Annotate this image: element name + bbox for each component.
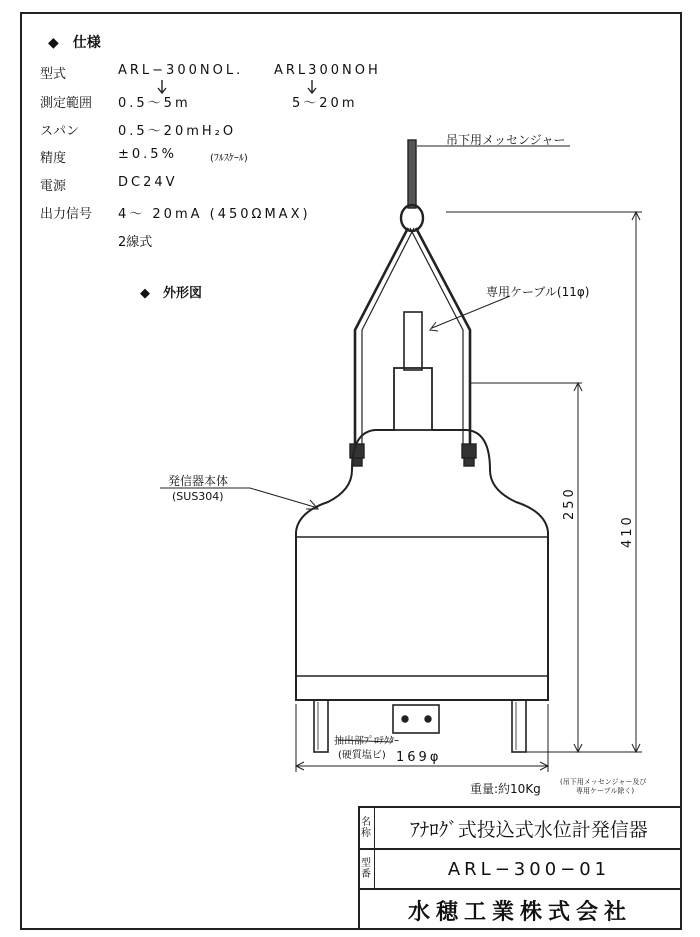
dim-height-body: 250 (562, 486, 577, 520)
title-row-company (358, 888, 682, 930)
cable-leader (432, 296, 510, 328)
messenger-wire (408, 140, 416, 208)
messenger-label: 吊下用メッセンジャー (446, 133, 566, 147)
name-label-2: 称 (361, 828, 371, 839)
spec-value-power: DC24V (118, 175, 178, 190)
spec-label-output: 出力信号 (40, 207, 93, 222)
name-label-1: 名 (361, 817, 371, 828)
outline-heading: ◆ 外形図 (140, 286, 202, 301)
spec-value-span: 0.5〜20mH₂O (118, 124, 237, 139)
title-block (358, 806, 682, 930)
hanger-left-outer (355, 228, 408, 445)
protector (393, 705, 439, 733)
clip-right-top (462, 444, 476, 458)
title-row-name (358, 806, 682, 848)
body-label: 発信器本体 (168, 474, 229, 488)
transmitter-body (296, 430, 548, 700)
model-label-1: 型 (361, 858, 371, 869)
weight-label: 重量:約10Kg (470, 782, 541, 796)
spec-label-power: 電源 (40, 179, 67, 194)
title-row-model (358, 848, 682, 888)
spec-value-wiring: 2線式 (118, 235, 153, 250)
spec-value-accuracy-note: (ﾌﾙｽｹｰﾙ) (210, 153, 248, 164)
body-material: (SUS304) (172, 490, 224, 503)
spec-heading: ◆ 仕様 (48, 35, 101, 51)
weight-note-2: 専用ケーブル除く) (576, 787, 635, 795)
leg-left (314, 700, 328, 752)
spec-value-accuracy: ±0.5% (118, 147, 177, 162)
weight-note-1: (吊下用メッセンジャー及び (560, 778, 647, 786)
spec-value-output: 4〜 20mA (450ΩMAX) (118, 207, 311, 222)
spec-label-accuracy: 精度 (40, 151, 67, 166)
spec-label-range: 測定範囲 (40, 96, 93, 111)
hanger-right-inner (410, 228, 463, 445)
spec-value-range-high: 5〜20m (292, 96, 358, 111)
dim-diameter: 169φ (396, 750, 442, 765)
cable-gland (394, 368, 432, 430)
protector-label: 抽出部ﾌﾟﾛﾃｸﾀｰ (334, 736, 399, 747)
model-label-2: 番 (361, 869, 371, 880)
company-name: 水穂工業株式会社 (407, 899, 632, 925)
leg-right (512, 700, 526, 752)
model-number: ARL−300−01 (447, 858, 611, 880)
product-name: ｱﾅﾛｸﾞ式投込式水位計発信器 (410, 818, 648, 841)
hanger-left-inner (362, 228, 414, 445)
messenger-loop (401, 205, 423, 231)
cable-label: 専用ケーブル(11φ) (486, 285, 590, 299)
clip-right-bottom (464, 458, 474, 466)
spec-label-model: 型式 (40, 67, 67, 82)
spec-value-model-high: ARL300NOH (274, 63, 381, 78)
spec-label-span: スパン (40, 124, 80, 139)
cable (404, 312, 422, 370)
protector-material: (硬質塩ビ) (338, 750, 386, 761)
dim-height-total: 410 (620, 514, 635, 548)
spec-value-range-low: 0.5〜5m (118, 96, 191, 111)
hanger-right-outer (416, 228, 470, 445)
spec-value-model-low: ARL−300NOL. (118, 63, 244, 78)
